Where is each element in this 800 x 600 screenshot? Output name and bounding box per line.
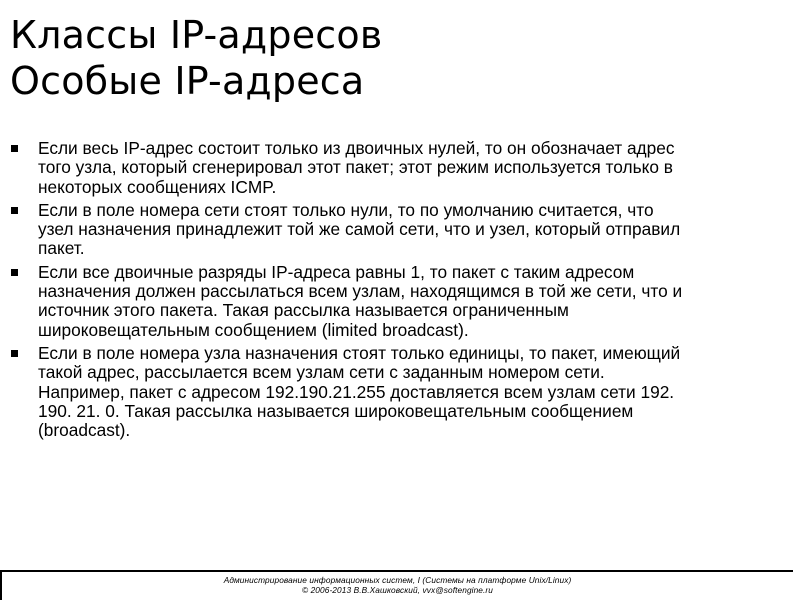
bullet-text-line: назначения должен рассылаться всем узлам, находящимся в той же сети, что и <box>38 281 683 302</box>
square-bullet-icon <box>11 207 18 214</box>
bullet-text-line: пакет. <box>38 238 85 259</box>
bullet-item-limited-broadcast <box>10 263 790 340</box>
bullet-text-line: Например, пакет с адресом 192.190.21.255 доставляется всем узлам сети 192. <box>38 381 675 402</box>
slide-title <box>10 12 382 104</box>
footer-copyright: © 2006-2013 В.В.Хашковский, vvx@softengine.ru <box>301 585 494 595</box>
bullet-item-broadcast <box>10 344 790 440</box>
bullet-text-line: широковещательным сообщением (limited broadcast). <box>38 319 469 340</box>
bullet-text-line: Если весь IP-адрес состоит только из двоичных нулей, то он обозначает адрес <box>38 138 675 158</box>
bullet-list <box>10 139 790 444</box>
square-bullet-icon <box>11 145 18 152</box>
bullet-text-line: того узла, который сгенерировал этот пакет; этот режим используется только в <box>38 157 673 178</box>
bullet-text-line: Если в поле номера узла назначения стоят только единицы, то пакет, имеющий <box>38 342 681 363</box>
bullet-text-line: Если в поле номера сети стоят только нули, то по умолчанию считается, что <box>38 199 654 220</box>
bullet-text-line: источник этого пакета. Такая рассылка называется ограниченным <box>38 300 569 321</box>
square-bullet-icon <box>11 350 18 357</box>
bullet-item-zero-address <box>10 139 790 197</box>
bullet-text-line: некоторых сообщениях ICMP. <box>38 176 277 197</box>
footer-course-title: Администрирование информационных систем, I (Системы на платформе Unix/Linux) <box>223 575 572 585</box>
slide-title-line-1: Классы IP-адресов <box>10 13 383 57</box>
slide-footer <box>0 570 793 600</box>
bullet-text-line: 190. 21. 0. Такая рассылка называется широковещательным сообщением <box>38 400 634 421</box>
bullet-text-line: Если все двоичные разряды IP-адреса равны 1, то пакет с таким адресом <box>38 261 635 282</box>
bullet-item-zero-network <box>10 201 790 259</box>
bullet-text-line: узел назначения принадлежит той же самой сети, что и узел, который отправил <box>38 219 681 240</box>
square-bullet-icon <box>11 269 18 276</box>
bullet-text-line: (broadcast). <box>38 420 131 441</box>
footer-text <box>2 575 793 595</box>
slide-title-line-2: Особые IP-адреса <box>10 59 365 103</box>
bullet-text-line: такой адрес, рассылается всем узлам сети с заданным номером сети. <box>38 362 605 383</box>
